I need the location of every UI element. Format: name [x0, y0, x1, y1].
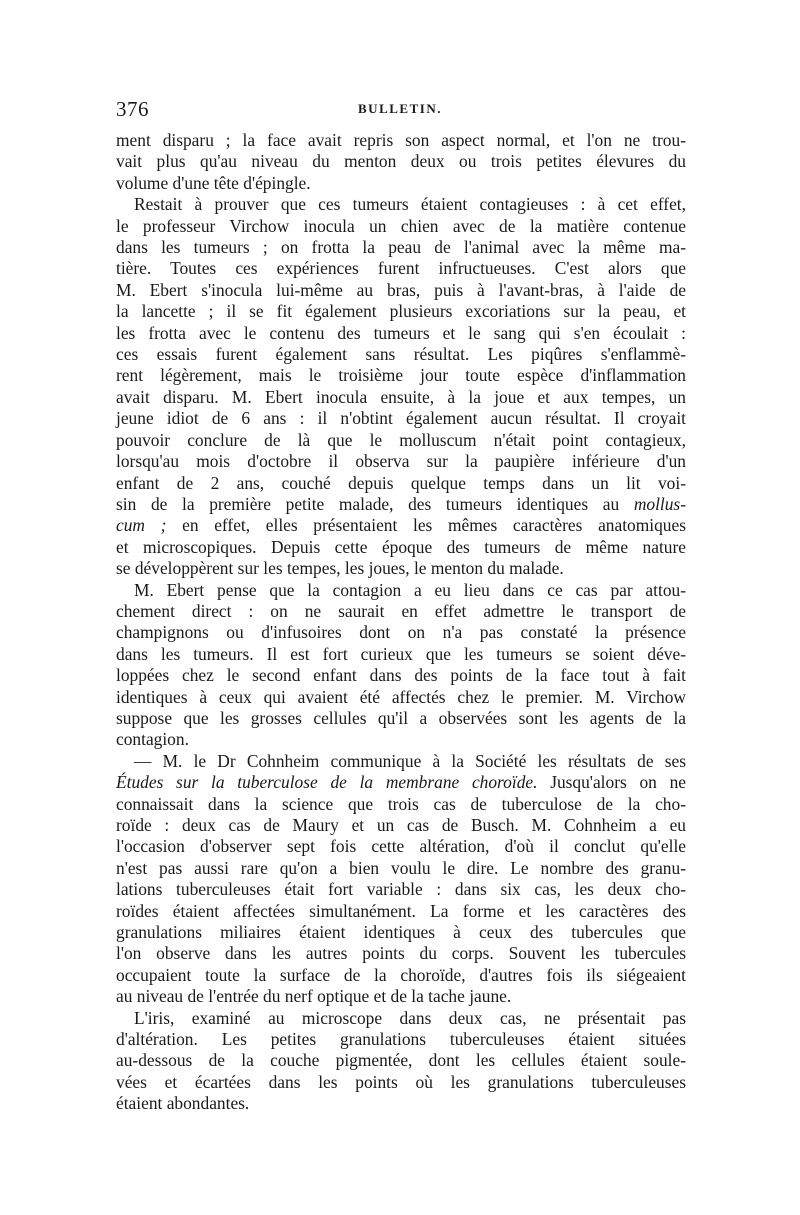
- text-line: suppose que les grosses cellules qu'il a observées sont les agents de la: [116, 707, 686, 728]
- text-line: roïde : deux cas de Maury et un cas de Busch. M. Cohnheim a eu: [116, 815, 686, 835]
- text-line: contagion.: [116, 729, 189, 750]
- text-line: [116, 515, 686, 536]
- text-line: enfant de 2 ans, couché depuis quelque temps dans un lit voi-: [116, 472, 686, 493]
- text-line: champignons ou d'infusoires dont on n'a pas constaté la présence: [116, 622, 686, 643]
- italic-term: cum ;: [116, 515, 167, 536]
- text-line: étaient abondantes.: [116, 1093, 250, 1114]
- text-line: avait disparu. M. Ebert inocula ensuite, à la joue et aux tempes, un: [116, 386, 686, 407]
- page-number: 376: [116, 97, 149, 121]
- text-line: roïdes étaient affectées simultanément. La forme et les caractères des: [116, 900, 686, 921]
- italic-title: Études sur la tuberculose de la membrane choroïde.: [116, 772, 538, 793]
- text-line: occupaient toute la surface de la choroïde, d'autres fois ils siégeaient: [116, 964, 686, 985]
- text-line: L'iris, examiné au microscope dans deux cas, ne présentait pas: [134, 1007, 686, 1028]
- text-line: identiques à ceux qui avaient été affectés chez le premier. M. Virchow: [116, 686, 686, 707]
- italic-term: mollus-: [633, 493, 686, 514]
- paragraph-3: [116, 580, 686, 751]
- text-line: au-dessous de la couche pigmentée, dont les cellules étaient soule-: [116, 1050, 686, 1071]
- page-header: [116, 97, 684, 123]
- text-line: d'altération. Les petites granulations tuberculeuses étaient situées: [116, 1029, 686, 1050]
- text-line: les frotta avec le contenu des tumeurs et le sang qui s'en écoulait :: [116, 322, 686, 343]
- text-line: et microscopiques. Depuis cette époque des tumeurs de même nature: [116, 536, 686, 557]
- text-segment: sin de la première petite malade, des tumeurs identiques au: [116, 493, 620, 514]
- text-line: Restait à prouver que ces tumeurs étaient contagieuses : à cet effet,: [134, 194, 686, 215]
- paragraph-5: [116, 1008, 686, 1115]
- text-line: le professeur Virchow inocula un chien avec de la matière contenue: [116, 215, 686, 236]
- text-line: vées et écartées dans les points où les granulations tuberculeuses: [116, 1071, 686, 1092]
- paragraph-2: [116, 194, 686, 579]
- text-line: ment disparu ; la face avait repris son aspect normal, et l'on ne trou-: [116, 130, 686, 150]
- paragraph-1: [116, 130, 686, 194]
- text-line: la lancette ; il se fit également plusieurs excoriations sur la peau, et: [116, 301, 686, 322]
- text-line: lations tuberculeuses était fort variable : dans six cas, les deux cho-: [116, 879, 686, 900]
- text-line: ces essais furent également sans résultat. Les piqûres s'enflammè-: [116, 344, 686, 365]
- text-line: granulations miliaires étaient identiques à ceux des tubercules que: [116, 922, 686, 943]
- text-line: M. Ebert pense que la contagion a eu lieu dans ce cas par attou-: [134, 579, 686, 600]
- text-line: — M. le Dr Cohnheim communique à la Société les résultats de ses: [134, 750, 686, 771]
- body-text: [116, 130, 686, 1115]
- text-line: dans les tumeurs ; on frotta la peau de l'animal avec la même ma-: [116, 237, 686, 258]
- text-line: l'on observe dans les autres points du corps. Souvent les tubercules: [116, 943, 686, 964]
- text-line: vait plus qu'au niveau du menton deux ou trois petites élevures du: [116, 151, 686, 172]
- text-line: connaissait dans la science que trois cas de tuberculose de la cho-: [116, 793, 686, 814]
- text-segment: en effet, elles présentaient les mêmes caractères anatomiques: [182, 515, 686, 536]
- text-line: l'occasion d'observer sept fois cette altération, d'où il conclut qu'elle: [116, 836, 686, 857]
- text-line: dans les tumeurs. Il est fort curieux que les tumeurs se soient déve-: [116, 643, 686, 664]
- text-segment: Jusqu'alors on ne: [550, 772, 686, 793]
- running-head: BULLETIN.: [358, 101, 442, 116]
- text-line: volume d'une tête d'épingle.: [116, 172, 311, 193]
- text-line: au niveau de l'entrée du nerf optique et de la tache jaune.: [116, 986, 512, 1007]
- text-line: pouvoir conclure de là que le molluscum n'était point contagieux,: [116, 429, 686, 450]
- text-line: se développèrent sur les tempes, les joues, le menton du malade.: [116, 558, 564, 579]
- text-line: n'est pas aussi rare qu'on a bien voulu le dire. Le nombre des granu-: [116, 857, 686, 878]
- text-line: rent légèrement, mais le troisième jour toute espèce d'inflammation: [116, 365, 686, 386]
- text-line: jeune idiot de 6 ans : il n'obtint également aucun résultat. Il croyait: [116, 408, 686, 429]
- paragraph-4: [116, 751, 686, 1008]
- text-line: M. Ebert s'inocula lui-même au bras, puis à l'avant-bras, à l'aide de: [116, 279, 686, 300]
- text-line: [116, 494, 686, 515]
- text-line: [116, 772, 686, 793]
- text-line: lorsqu'au mois d'octobre il observa sur la paupière inférieure d'un: [116, 451, 686, 472]
- text-line: chement direct : on ne saurait en effet admettre le transport de: [116, 600, 686, 621]
- text-line: tière. Toutes ces expériences furent infructueuses. C'est alors que: [116, 258, 686, 279]
- text-line: loppées chez le second enfant dans des points de la face tout à fait: [116, 665, 686, 686]
